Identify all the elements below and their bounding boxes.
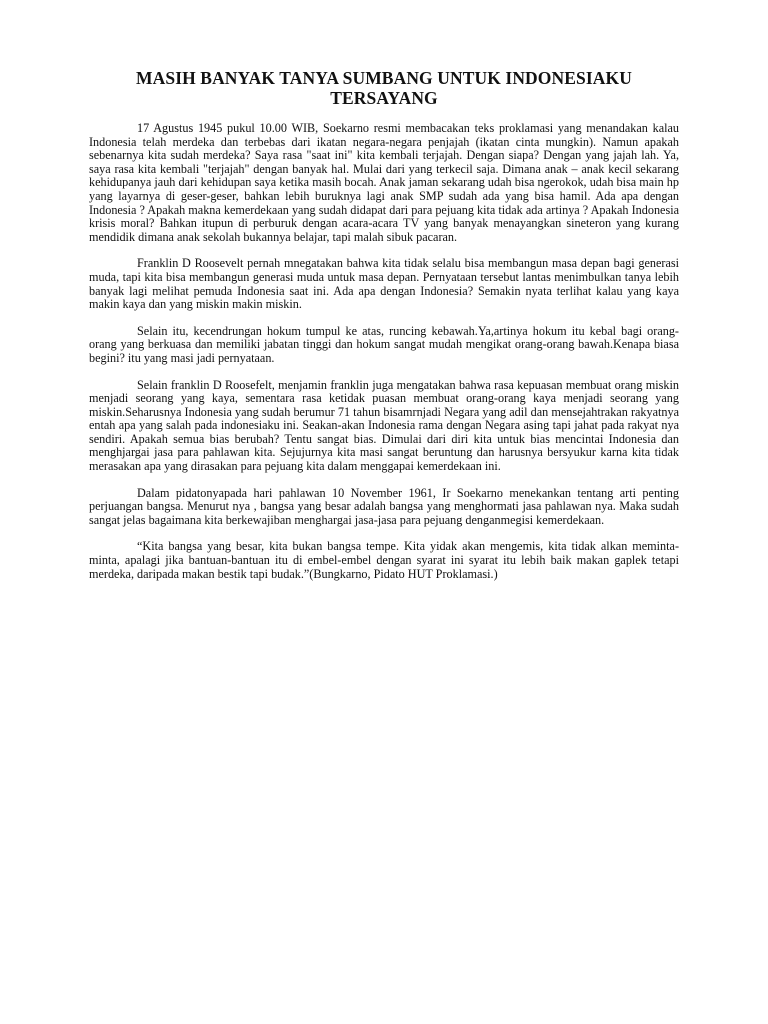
quote-bungkarno: “Kita bangsa yang besar, kita bukan bangsa tempe. Kita yidak akan mengemis, kita tidak alkan meminta-minta, apalagi jika bantuan-bantuan itu di embel-embel dengan syarat ini syarat itu lebih baik makan gaplek tetapi merdeka, daripada makan bestik tapi budak.”(Bungkarno, Pidato HUT Proklamasi.) xyxy=(89,539,679,581)
paragraph-roosevelt: Franklin D Roosevelt pernah mnegatakan bahwa kita tidak selalu bisa membangun masa depan bagi generasi muda, tapi kita bisa membangun generasi muda untuk masa depan. Pernyataan tersebut lantas menimbulkan tanya lebih banyak lagi melihat pemuda Indonesia saat ini. Ada apa dengan Indonesia? Semakin nyata terlihat kalau yang kaya makin kaya dan yang miskin makin miskin. xyxy=(89,256,679,312)
paragraph-kepuasan: Selain franklin D Roosefelt, menjamin franklin juga mengatakan bahwa rasa kepuasan membuat orang miskin menjadi seorang yang kaya, sementara rasa ketidak puasan membuat orang-orang kaya menjadi seorang yang miskin.Seharusnya Indonesia yang sudah berumur 71 tahun bisamrnjadi Negara yang adil dan mensejahtrakan rakyatnya entah apa yang salah pada indonesiaku ini. Seakan-akan Indonesia rama dengan Negara asing tapi jahat pada rakyat nya sendiri. Apakah semua bias berubah? Tentu sangat bias. Dimulai dari diri kita untuk bias mencintai Indonesia dan menghjargai jasa para pahlawan kita. Sejujurnya kita masi sangat beruntung dan harusnya bersyukur karna kita tidak merasakan apa yang dirasakan para pejuang kita dalam menggapai kemerdekaan ini. xyxy=(89,377,679,474)
paragraph-pidato: Dalam pidatonyapada hari pahlawan 10 November 1961, Ir Soekarno menekankan tentang arti penting perjuangan bangsa. Menurut nya , bangsa yang besar adalah bangsa yang menghormati jasa pahlawan nya. Maka sudah sangat jelas bagaimana kita berkewajiban menghargai jasa-jasa para pejuang denganmegisi kemerdekaan. xyxy=(89,485,679,527)
document-body xyxy=(89,68,679,581)
document-title: MASIH BANYAK TANYA SUMBANG UNTUK INDONESIAKU TERSAYANG xyxy=(136,68,632,108)
paragraph-hukum: Selain itu, kecendrungan hokum tumpul ke atas, runcing kebawah.Ya,artinya hokum itu kebal bagi orang-orang yang berkuasa dan memiliki jabatan tinggi dan hokum sangat mudah mengikat orang-orang bawah.Kenapa biasa begini? itu yang masi jadi pernyataan. xyxy=(89,323,679,365)
paragraph-proklamasi: 17 Agustus 1945 pukul 10.00 WIB, Soekarno resmi membacakan teks proklamasi yang menandakan kalau Indonesia telah merdeka dan terbebas dari ikatan negara-negara penjajah (ikatan cinta mungkin). Namun apakah sebenarnya kita sudah merdeka? Saya rasa "saat ini" kita kembali terjajah. Dengan siapa? Dengan yang jajah lah. Ya, saya rasa kita kembali "terjajah" dengan banyak hal. Mulai dari yang terkecil saja. Dimana anak – anak kecil sekarang kehidupanya jauh dari kehidupan saya ketika masih bocah. Anak jaman sekarang udah bisa ngerokok, udah bisa main hp yang layarnya di geser-geser, bahkan lebih buruknya lagi anak SMP sudah ada yang bisa hamil. Ada apa dengan Indonesia ? Apakah makna kemerdekaan yang sudah didapat dari para pejuang kita tidak ada artinya ? Apakah Indonesia krisis moral? Bahkan itupun di perburuk dengan acara-acara TV yang banyak menayangkan sineteron yang kurang mendidik dimana anak sekolah bukannya belajar, tapi malah sibuk pacaran. xyxy=(89,121,679,244)
